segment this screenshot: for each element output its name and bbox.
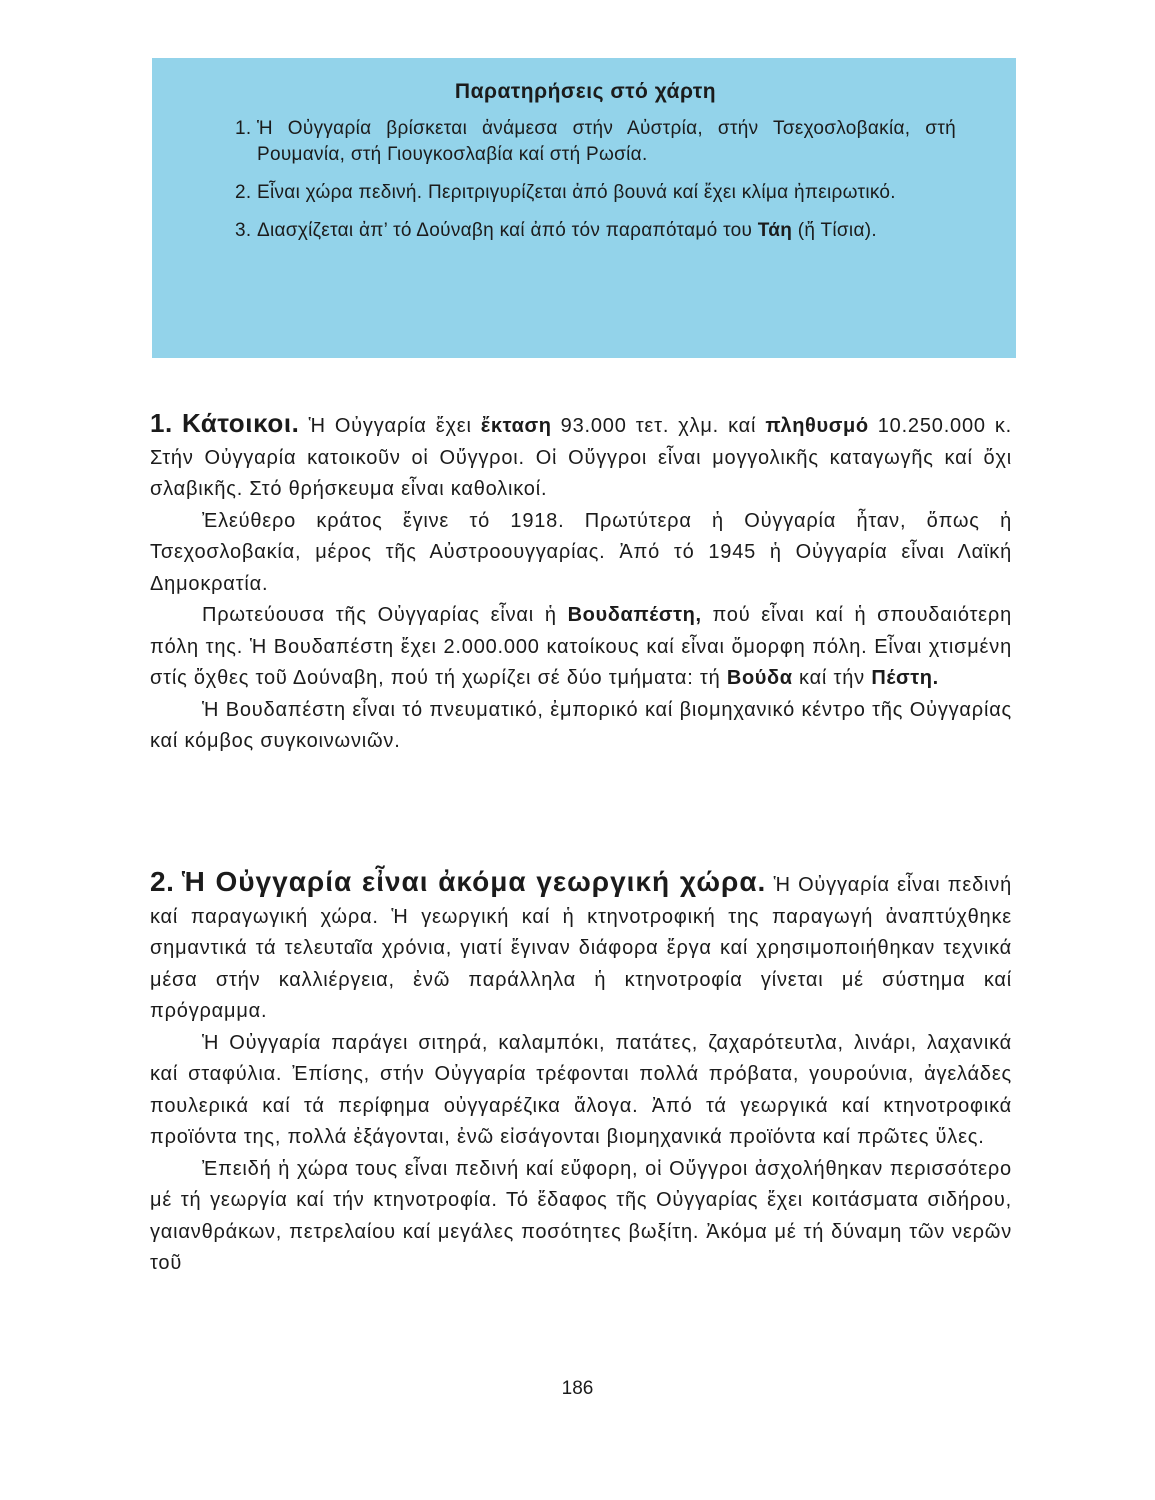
note-number: 2. [235, 182, 252, 203]
note-text: Εἶναι χώρα πεδινή. Περιτριγυρίζεται ἀπό βουνά καί ἔχει κλίμα ἠπειρωτικό. [257, 182, 896, 203]
bold-term: πληθυσμό [765, 415, 869, 437]
section-number: 2. [150, 866, 175, 897]
note-bold-term: Τάη [757, 220, 793, 241]
paragraph [150, 408, 1012, 506]
note-text: Ἡ Οὐγγαρία βρίσκεται ἀνάμεσα στήν Αὐστρία, στήν Τσεχοσλοβακία, στή Ρουμανία, στή Γιουγκοσλαβία καί στή Ρωσία. [257, 118, 956, 165]
paragraph [150, 866, 1012, 1028]
paragraph [150, 600, 1012, 695]
paragraph: Ἡ Βουδαπέστη εἶναι τό πνευματικό, ἐμπορικό καί βιομηχανικό κέντρο τῆς Οὐγγαρίας καί κόμβος συγκοινωνιῶν. [150, 698, 1012, 752]
section-title: Ἡ Οὐγγαρία εἶναι ἀκόμα γεωργική χώρα. [181, 866, 767, 897]
note-text: (ἤ Τίσια). [797, 220, 877, 241]
section-number: 1. [150, 408, 173, 438]
paragraph: Ἐπειδή ἡ χώρα τους εἶναι πεδινή καί εὔφορη, οἱ Οὔγγροι ἀσχολήθηκαν περισσότερο μέ τή γεωργία καί τήν κτηνοτροφία. Τό ἔδαφος τῆς Οὐγγαρίας ἔχει κοιτάσματα σιδήρου, γαιανθράκων, πετρελαίου καί μεγάλες ποσότητες βωξίτη. Ἀκόμα μέ τή δύναμη τῶν νερῶν τοῦ [150, 1157, 1012, 1274]
paragraph: Ἐλεύθερο κράτος ἔγινε τό 1918. Πρωτύτερα ἡ Οὐγγαρία ἦταν, ὅπως ἡ Τσεχοσλοβακία, μέρος τῆς Αὐστροουγγαρίας. Ἀπό τό 1945 ἡ Οὐγγαρία εἶναι Λαϊκή Δημοκρατία. [150, 509, 1012, 595]
note-text: Διασχίζεται ἀπ’ τό Δούναβη καί ἀπό τόν παραπόταμό του [257, 220, 753, 241]
bold-term: Βουδαπέστη, [567, 604, 702, 626]
text: 93.000 τετ. χλμ. καί [560, 415, 757, 437]
paragraph: Ἡ Οὐγγαρία παράγει σιτηρά, καλαμπόκι, πατάτες, ζαχαρότευτλα, λινάρι, λαχανικά καί σταφύλια. Ἐπίσης, στήν Οὐγγαρία τρέφονται πολλά πρόβατα, γουρούνια, ἀγελάδες πουλερικά καί τά περίφημα οὐγγαρέζικα ἄλογα. Ἀπό τά γεωργικά καί κτηνοτροφικά προϊόντα της, πολλά ἐξάγονται, ἐνῶ εἰσάγονται βιομηχανικά προϊόντα καί πρῶτες ὕλες. [150, 1031, 1012, 1148]
notes-list [235, 116, 956, 244]
text: Ἡ Οὐγγαρία εἶναι πεδινή καί παραγωγική χώρα. Ἡ γεωργική καί ἡ κτηνοτροφική της παραγωγή ἀναπτύχθηκε σημαντικά τά τελευταῖα χρόνια, γιατί ἔγιναν διάφορα ἔργα καί χρησιμοποιήθηκαν τεχνικά μέσα στήν καλλιέργεια, ἐνῶ παράλληλα ἡ κτηνοτροφία γίνεται μέ σύστημα καί πρόγραμμα. [150, 874, 1013, 1022]
text: πού εἶναι καί ἡ σπουδαιότερη πόλη της. Ἡ Βουδαπέστη ἔχει 2.000.000 κατοίκους καί εἶναι ὄμορφη πόλη. Εἶναι χτισμένη στίς ὄχθες τοῦ Δούναβη, πού τή χωρίζει σέ δύο τμήματα: τή [150, 604, 1013, 689]
bold-term: ἔκταση [480, 415, 552, 437]
bold-term: Πέστη. [871, 667, 939, 689]
note-number: 3. [235, 220, 252, 241]
text: Πρωτεύουσα τῆς Οὐγγαρίας εἶναι ἡ [202, 604, 557, 626]
map-observations-box [152, 58, 1016, 358]
section-inhabitants [150, 408, 1012, 758]
page-number: 186 [561, 1378, 594, 1399]
note-number: 1. [235, 118, 252, 139]
notes-title: Παρατηρήσεις στό χάρτη [454, 80, 717, 103]
section-title: Κάτοικοι. [181, 408, 300, 438]
text: καί τήν [799, 667, 865, 689]
note-item [235, 218, 956, 244]
note-item [235, 116, 956, 168]
bold-term: Βούδα [726, 667, 793, 689]
text: 10.250.000 κ. Στήν Οὐγγαρία κατοικοῦν οἱ Οὔγγροι. Οἱ Οὔγγροι εἶναι μογγολικῆς καταγωγῆς καί ὄχι σλαβικῆς. Στό θρήσκευμα εἶναι καθολικοί. [150, 415, 1013, 500]
text: Ἡ Οὐγγαρία ἔχει [308, 415, 472, 437]
note-item [235, 180, 956, 206]
section-agriculture [150, 866, 1012, 1280]
